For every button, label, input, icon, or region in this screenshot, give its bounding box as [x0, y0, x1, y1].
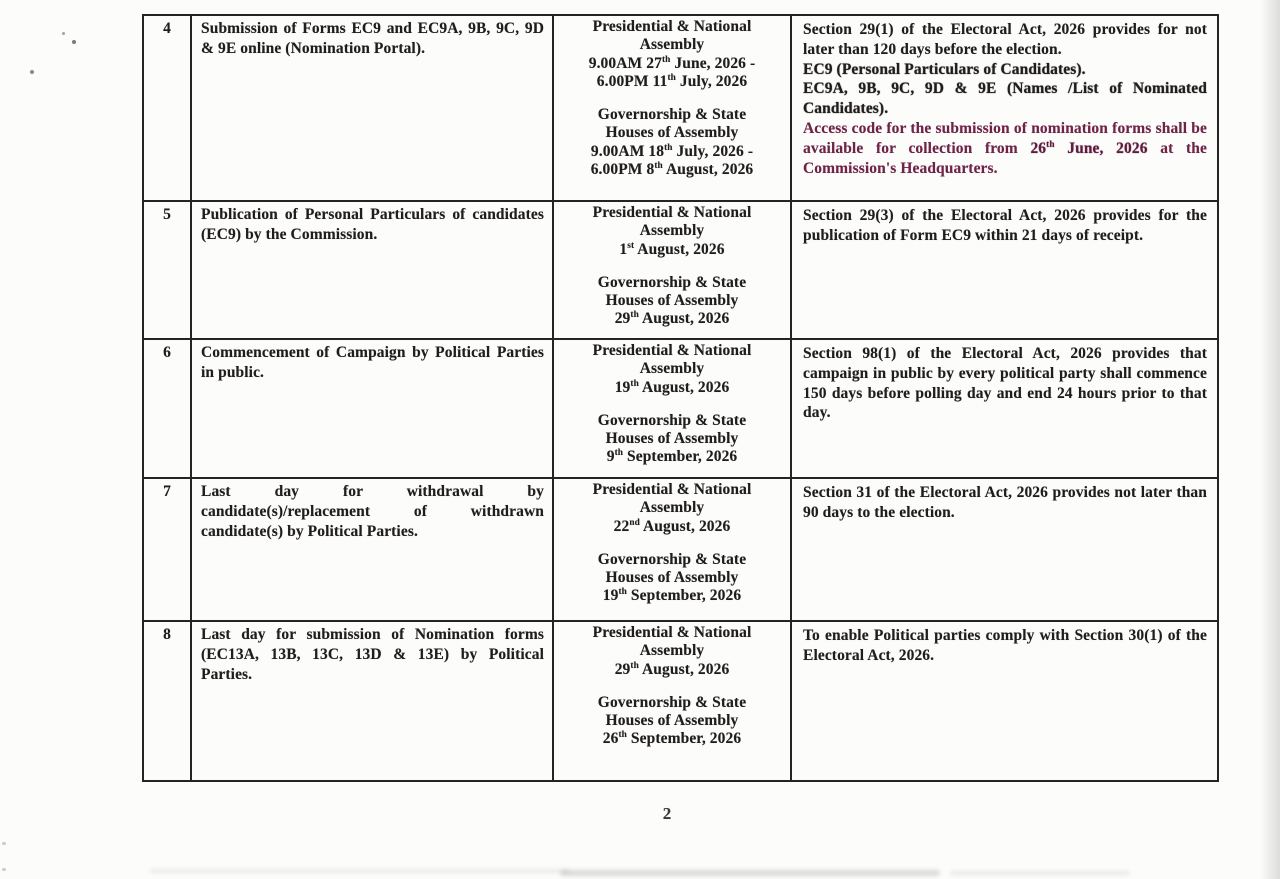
- date-line: 9th September, 2026: [606, 448, 738, 466]
- date-heading: Governorship & State Houses of Assembly: [597, 693, 747, 730]
- activity-text: Last day for withdrawal by candidate(s)/replacement of withdrawn candidate(s) by Political Parties.: [201, 483, 544, 540]
- scan-smudge: [950, 871, 1130, 875]
- table-row: [144, 340, 1219, 479]
- details-paragraph: To enable Political parties comply with Section 30(1) of the Electoral Act, 2026.: [803, 627, 1207, 664]
- details-paragraph: Section 29(1) of the Electoral Act, 2026 provides for not later than 120 days before the election.: [803, 21, 1207, 58]
- table-row: [144, 16, 1219, 202]
- date-line: 19th August, 2026: [614, 378, 730, 396]
- date-heading: Governorship & State Houses of Assembly: [597, 273, 747, 310]
- details-paragraph-highlight: [803, 119, 1207, 178]
- date-line: 29th August, 2026: [614, 660, 730, 678]
- activity-text: Commencement of Campaign by Political Parties in public.: [201, 344, 544, 381]
- date-heading: Governorship & State Houses of Assembly: [597, 550, 747, 587]
- serial-cell: [144, 479, 192, 622]
- scan-smudge: [560, 870, 940, 876]
- details-paragraph: EC9 (Personal Particulars of Candidates).: [803, 60, 1086, 78]
- serial-number: 8: [163, 626, 171, 643]
- table-row: [144, 202, 1219, 340]
- serial-cell: [144, 202, 192, 340]
- activity-cell: [192, 202, 554, 340]
- table-row: [144, 479, 1219, 622]
- serial-number: 4: [163, 20, 171, 37]
- serial-cell: [144, 16, 192, 202]
- details-paragraph: Section 31 of the Electoral Act, 2026 provides not later than 90 days to the election.: [803, 484, 1207, 521]
- scan-speck: [2, 868, 6, 871]
- details-cell: [792, 202, 1219, 340]
- activity-cell: [192, 340, 554, 479]
- date-line: 1st August, 2026: [619, 240, 725, 258]
- highlight-date: 26th June, 2026: [1030, 139, 1148, 157]
- date-line: 9.00AM 18th July, 2026 -: [590, 142, 754, 160]
- details-cell: [792, 479, 1219, 622]
- date-heading: Presidential & National Assembly: [592, 342, 752, 378]
- details-cell: [792, 622, 1219, 782]
- scan-speck: [30, 70, 34, 74]
- details-paragraph: Section 98(1) of the Electoral Act, 2026 provides that campaign in public by every political party shall commence 150 days before polling day and end 24 hours prior to that day.: [803, 345, 1207, 422]
- activity-cell: [192, 16, 554, 202]
- date-line: 9.00AM 27th June, 2026 -: [588, 54, 756, 72]
- details-cell: [792, 340, 1219, 479]
- scan-speck: [62, 32, 65, 35]
- details-cell: [792, 16, 1219, 202]
- activity-text: Publication of Personal Particulars of candidates (EC9) by the Commission.: [201, 206, 544, 243]
- serial-cell: [144, 622, 192, 782]
- scan-speck: [2, 842, 6, 845]
- details-paragraph: Section 29(3) of the Electoral Act, 2026 provides for the publication of Form EC9 within 21 days of receipt.: [803, 207, 1207, 244]
- date-line: 19th September, 2026: [602, 587, 742, 605]
- table-row: [144, 622, 1219, 782]
- scan-edge-shadow: [1260, 0, 1280, 879]
- serial-cell: [144, 340, 192, 479]
- activity-text: Submission of Forms EC9 and EC9A, 9B, 9C, 9D & 9E online (Nomination Portal).: [201, 20, 544, 57]
- date-cell: [554, 16, 792, 202]
- date-cell: [554, 202, 792, 340]
- date-line: 22nd August, 2026: [613, 517, 731, 535]
- highlight-text: at the Commission's Headquarters.: [803, 139, 1207, 177]
- activity-cell: [192, 622, 554, 782]
- activity-cell: [192, 479, 554, 622]
- scan-smudge: [150, 869, 570, 873]
- page-number: 2: [662, 804, 672, 823]
- date-cell: [554, 479, 792, 622]
- date-line: 6.00PM 8th August, 2026: [590, 160, 754, 178]
- highlight-text: Access code for the submission of nomination forms shall be available for collection from: [803, 120, 1207, 157]
- date-heading: Presidential & National Assembly: [592, 18, 752, 54]
- date-cell: [554, 340, 792, 479]
- date-heading: Presidential & National Assembly: [592, 481, 752, 517]
- date-heading: Presidential & National Assembly: [592, 624, 752, 660]
- date-heading: Presidential & National Assembly: [592, 204, 752, 240]
- date-heading: Governorship & State Houses of Assembly: [597, 106, 747, 142]
- serial-number: 6: [163, 344, 171, 361]
- activity-text: Last day for submission of Nomination forms (EC13A, 13B, 13C, 13D & 13E) by Political Parties.: [201, 626, 544, 683]
- date-line: 26th September, 2026: [602, 730, 742, 748]
- scan-speck: [72, 40, 76, 44]
- details-paragraph: EC9A, 9B, 9C, 9D & 9E (Names /List of Nominated Candidates).: [803, 80, 1207, 118]
- serial-number: 7: [163, 483, 171, 500]
- date-line: 6.00PM 11th July, 2026: [596, 72, 748, 90]
- date-line: 29th August, 2026: [614, 310, 730, 328]
- date-heading: Governorship & State Houses of Assembly: [597, 411, 747, 448]
- date-cell: [554, 622, 792, 782]
- serial-number: 5: [163, 206, 171, 223]
- election-timetable-table: [142, 14, 1219, 782]
